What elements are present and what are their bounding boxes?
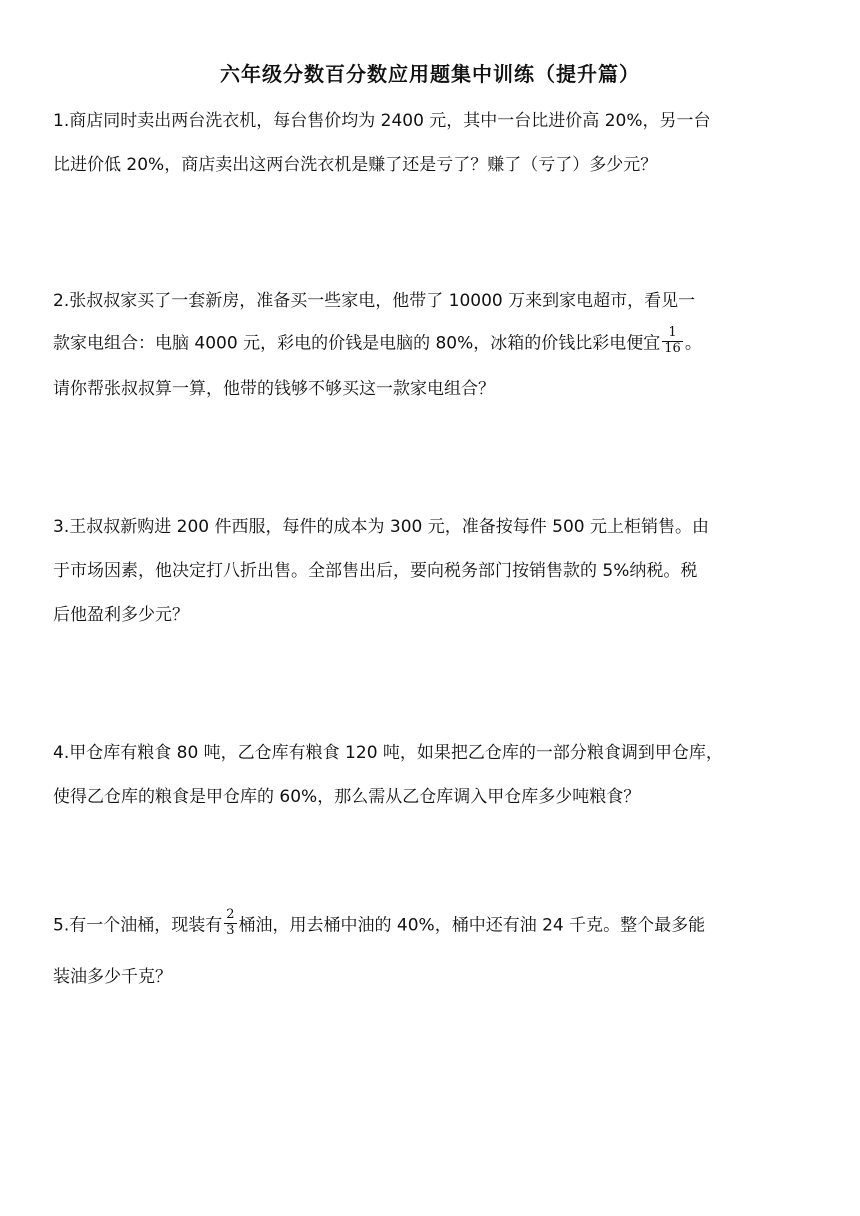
question-2-line-3: 请你帮张叔叔算一算，他带的钱够不够买这一款家电组合？ xyxy=(53,379,495,399)
question-5-line-1-rest: 桶油，用去桶中油的 40%，桶中还有油 24 千克。整个最多能 xyxy=(238,915,706,936)
question-2-line-1: 2.张叔叔家买了一套新房，准备买一些家电，他带了 10000 万来到家电超市，看见一 xyxy=(53,291,696,311)
fraction-two-thirds xyxy=(224,908,236,939)
question-1-line-2: 比进价低 20%，商店卖出这两台洗衣机是赚了还是亏了？赚了（亏了）多少元？ xyxy=(53,155,658,175)
fraction-denominator: 3 xyxy=(226,922,235,938)
fraction-one-sixteenth xyxy=(662,326,683,357)
fraction-denominator: 16 xyxy=(664,340,681,356)
question-3-line-2: 于市场因素，他决定打八折出售。全部售出后，要向税务部门按销售款的 5%纳税。税 xyxy=(53,561,698,581)
fraction-numerator: 2 xyxy=(226,907,235,922)
question-5-line-2: 装油多少千克？ xyxy=(53,967,172,987)
question-2-line-2 xyxy=(53,325,702,359)
question-2-line-2-text: 款家电组合：电脑 4000 元，彩电的价钱是电脑的 80%，冰箱的价钱比彩电便宜 xyxy=(53,333,661,354)
page-title: 六年级分数百分数应用题集中训练（提升篇） xyxy=(220,62,640,86)
question-5-line-1 xyxy=(53,907,706,941)
question-2-line-2-end: 。 xyxy=(684,333,702,354)
fraction-numerator: 1 xyxy=(662,326,683,342)
question-1-line-1: 1.商店同时卖出两台洗衣机，每台售价均为 2400 元，其中一台比进价高 20%，另一台 xyxy=(53,111,711,131)
question-4-line-1: 4.甲仓库有粮食 80 吨，乙仓库有粮食 120 吨，如果把乙仓库的一部分粮食调到甲仓库， xyxy=(53,743,723,763)
question-5-line-1-text: 5.有一个油桶，现装有 xyxy=(53,915,223,936)
question-3-line-3: 后他盈利多少元？ xyxy=(53,605,189,625)
question-3-line-1: 3.王叔叔新购进 200 件西服，每件的成本为 300 元，准备按每件 500 元上柜销售。由 xyxy=(53,517,709,537)
question-4-line-2: 使得乙仓库的粮食是甲仓库的 60%，那么需从乙仓库调入甲仓库多少吨粮食？ xyxy=(53,787,641,807)
